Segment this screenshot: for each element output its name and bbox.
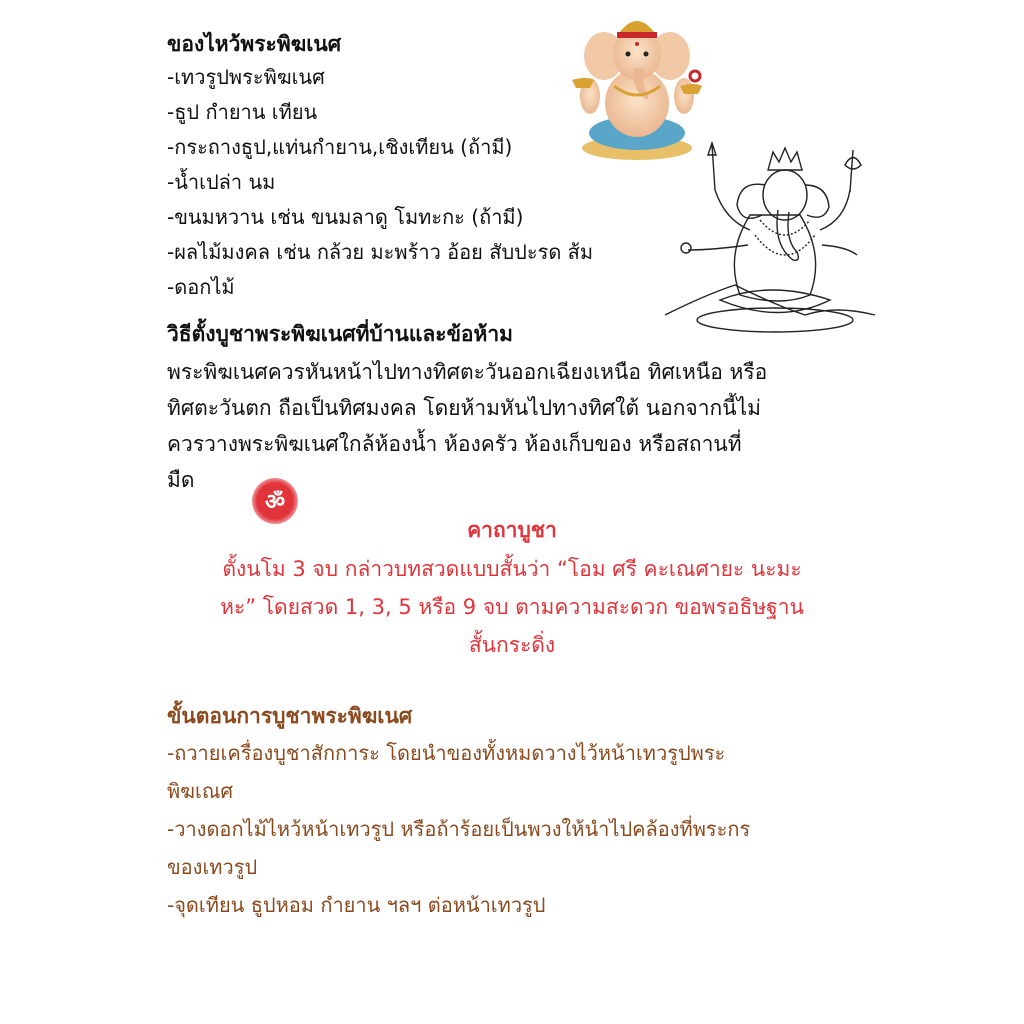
list-item: -ดอกไม้ [167, 275, 235, 299]
list-item: -กระถางธูป,แท่นกำยาน,เชิงเทียน (ถ้ามี) [167, 135, 513, 159]
mantra-heading: คาถาบูชา [467, 518, 557, 542]
paragraph-line: ควรวางพระพิฆเนศใกล้ห้องน้ำ ห้องครัว ห้องเก็บของ หรือสถานที่ [167, 432, 742, 456]
list-item: -ขนมหวาน เช่น ขนมลาดู โมทะกะ (ถ้ามี) [167, 205, 524, 229]
step-line: -จุดเทียน ธูปหอม กำยาน ฯลฯ ต่อหน้าเทวรูป [167, 893, 546, 917]
mantra-text [167, 550, 857, 664]
ganesha-lineart-illustration [660, 140, 880, 335]
list-item: -น้ำเปล่า นม [167, 170, 276, 194]
mantra-line: ตั้งนโม 3 จบ กล่าวบทสวดแบบสั้นว่า “โอม ศรี คะเณศายะ นะมะ [222, 557, 802, 581]
paragraph-line: พระพิฆเนศควรหันหน้าไปทางทิศตะวันออกเฉียงเหนือ ทิศเหนือ หรือ [167, 360, 768, 384]
steps-heading: ขั้นตอนการบูชาพระพิฆเนศ [167, 704, 413, 728]
step-line: ของเทวรูป [167, 855, 258, 879]
offerings-list [167, 60, 593, 305]
list-item: -ธูป กำยาน เทียน [167, 100, 318, 124]
setup-paragraph [167, 354, 857, 498]
offerings-heading: ของไหว้พระพิฆเนศ [167, 32, 342, 56]
paragraph-line: ทิศตะวันตก ถือเป็นทิศมงคล โดยห้ามหันไปทางทิศใต้ นอกจากนี้ไม่ [167, 396, 761, 420]
list-item: -เทวรูปพระพิฆเนศ [167, 65, 325, 89]
paragraph-line: มืด [167, 468, 195, 492]
steps-list [167, 734, 867, 924]
om-glyph: ॐ [264, 490, 286, 515]
step-line: พิฆเณศ [167, 779, 234, 803]
mantra-line: สั้นกระดิ่ง [468, 633, 556, 657]
setup-heading: วิธีตั้งบูชาพระพิฆเนศที่บ้านและข้อห้าม [167, 322, 514, 346]
step-line: -วางดอกไม้ไหว้หน้าเทวรูป หรือถ้าร้อยเป็นพวงให้นำไปคล้องที่พระกร [167, 817, 751, 841]
step-line: -ถวายเครื่องบูชาสักการะ โดยนำของทั้งหมดวางไว้หน้าเทวรูปพระ [167, 741, 726, 765]
list-item: -ผลไม้มงคล เช่น กล้วย มะพร้าว อ้อย สับปะรด ส้ม [167, 240, 594, 264]
mantra-line: หะ” โดยสวด 1, 3, 5 หรือ 9 จบ ตามความสะดวก ขอพรอธิษฐาน [220, 595, 804, 619]
